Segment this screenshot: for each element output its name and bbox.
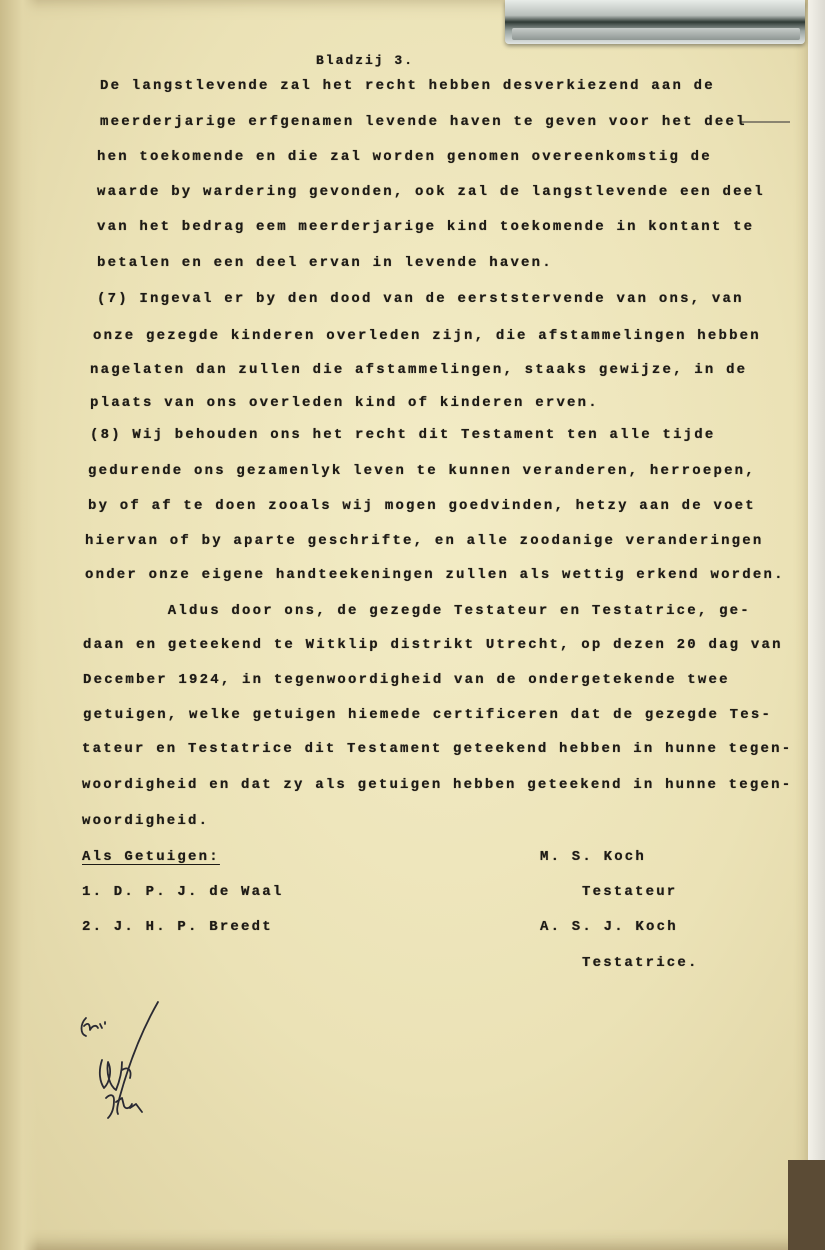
- body-line: onder onze eigene handteekeningen zullen als wettig erkend worden.: [85, 567, 785, 583]
- testatrice-name: A. S. J. Koch: [540, 919, 678, 935]
- body-line: gedurende ons gezamenlyk leven te kunnen veranderen, herroepen,: [88, 463, 756, 479]
- witness-entry: 2. J. H. P. Breedt: [82, 919, 273, 935]
- body-line: getuigen, welke getuigen hiemede certificeren dat de gezegde Tes-: [83, 707, 773, 723]
- body-line: tateur en Testatrice dit Testament geteekend hebben in hunne tegen-: [82, 741, 793, 757]
- handwritten-initials: [72, 1000, 172, 1125]
- body-line: hen toekomende en die zal worden genomen overeenkomstig de: [97, 149, 712, 165]
- body-line: plaats van ons overleden kind of kinderen erven.: [90, 395, 599, 411]
- margin-mark: [740, 121, 790, 123]
- body-line: onze gezegde kinderen overleden zijn, die afstammelingen hebben: [93, 328, 761, 344]
- body-line: woordigheid en dat zy als getuigen hebben geteekend in hunne tegen-: [82, 777, 793, 793]
- witness-entry: 1. D. P. J. de Waal: [82, 884, 284, 900]
- testateur-role: Testateur: [582, 884, 678, 900]
- page-fold-shadow: [0, 0, 38, 1250]
- page-header: Bladzij 3.: [316, 53, 415, 68]
- witnesses-heading: Als Getuigen:: [82, 849, 220, 865]
- body-line: nagelaten dan zullen die afstammelingen, staaks gewijze, in de: [90, 362, 748, 378]
- body-line: De langstlevende zal het recht hebben desverkiezend aan de: [100, 78, 715, 94]
- body-line: betalen en een deel ervan in levende haven.: [97, 255, 553, 271]
- body-line: hiervan of by aparte geschrifte, en alle zoodanige veranderingen: [85, 533, 764, 549]
- testatrice-role: Testatrice.: [582, 955, 699, 971]
- background-edge: [808, 0, 825, 1250]
- body-line: December 1924, in tegenwoordigheid van de ondergetekende twee: [83, 672, 730, 688]
- body-line: van het bedrag eem meerderjarige kind toekomende in kontant te: [97, 219, 755, 235]
- body-line: by of af te doen zooals wij mogen goedvinden, hetzy aan de voet: [88, 498, 756, 514]
- testateur-name: M. S. Koch: [540, 849, 647, 865]
- body-line: woordigheid.: [82, 813, 210, 829]
- body-line: waarde by wardering gevonden, ook zal de langstlevende een deel: [97, 184, 765, 200]
- body-line: meerderjarige erfgenamen levende haven te geven voor het deel: [100, 114, 747, 130]
- body-line: daan en geteekend te Witklip distrikt Utrecht, op dezen 20 dag van: [83, 637, 783, 653]
- body-line: Aldus door ons, de gezegde Testateur en Testatrice, ge-: [83, 603, 751, 619]
- body-line: (7) Ingeval er by den dood van de eerststervende van ons, van: [97, 291, 744, 307]
- paper-clip-bar: [512, 28, 800, 40]
- background-dark-edge: [788, 1160, 825, 1250]
- body-line: (8) Wij behouden ons het recht dit Testament ten alle tijde: [90, 427, 716, 443]
